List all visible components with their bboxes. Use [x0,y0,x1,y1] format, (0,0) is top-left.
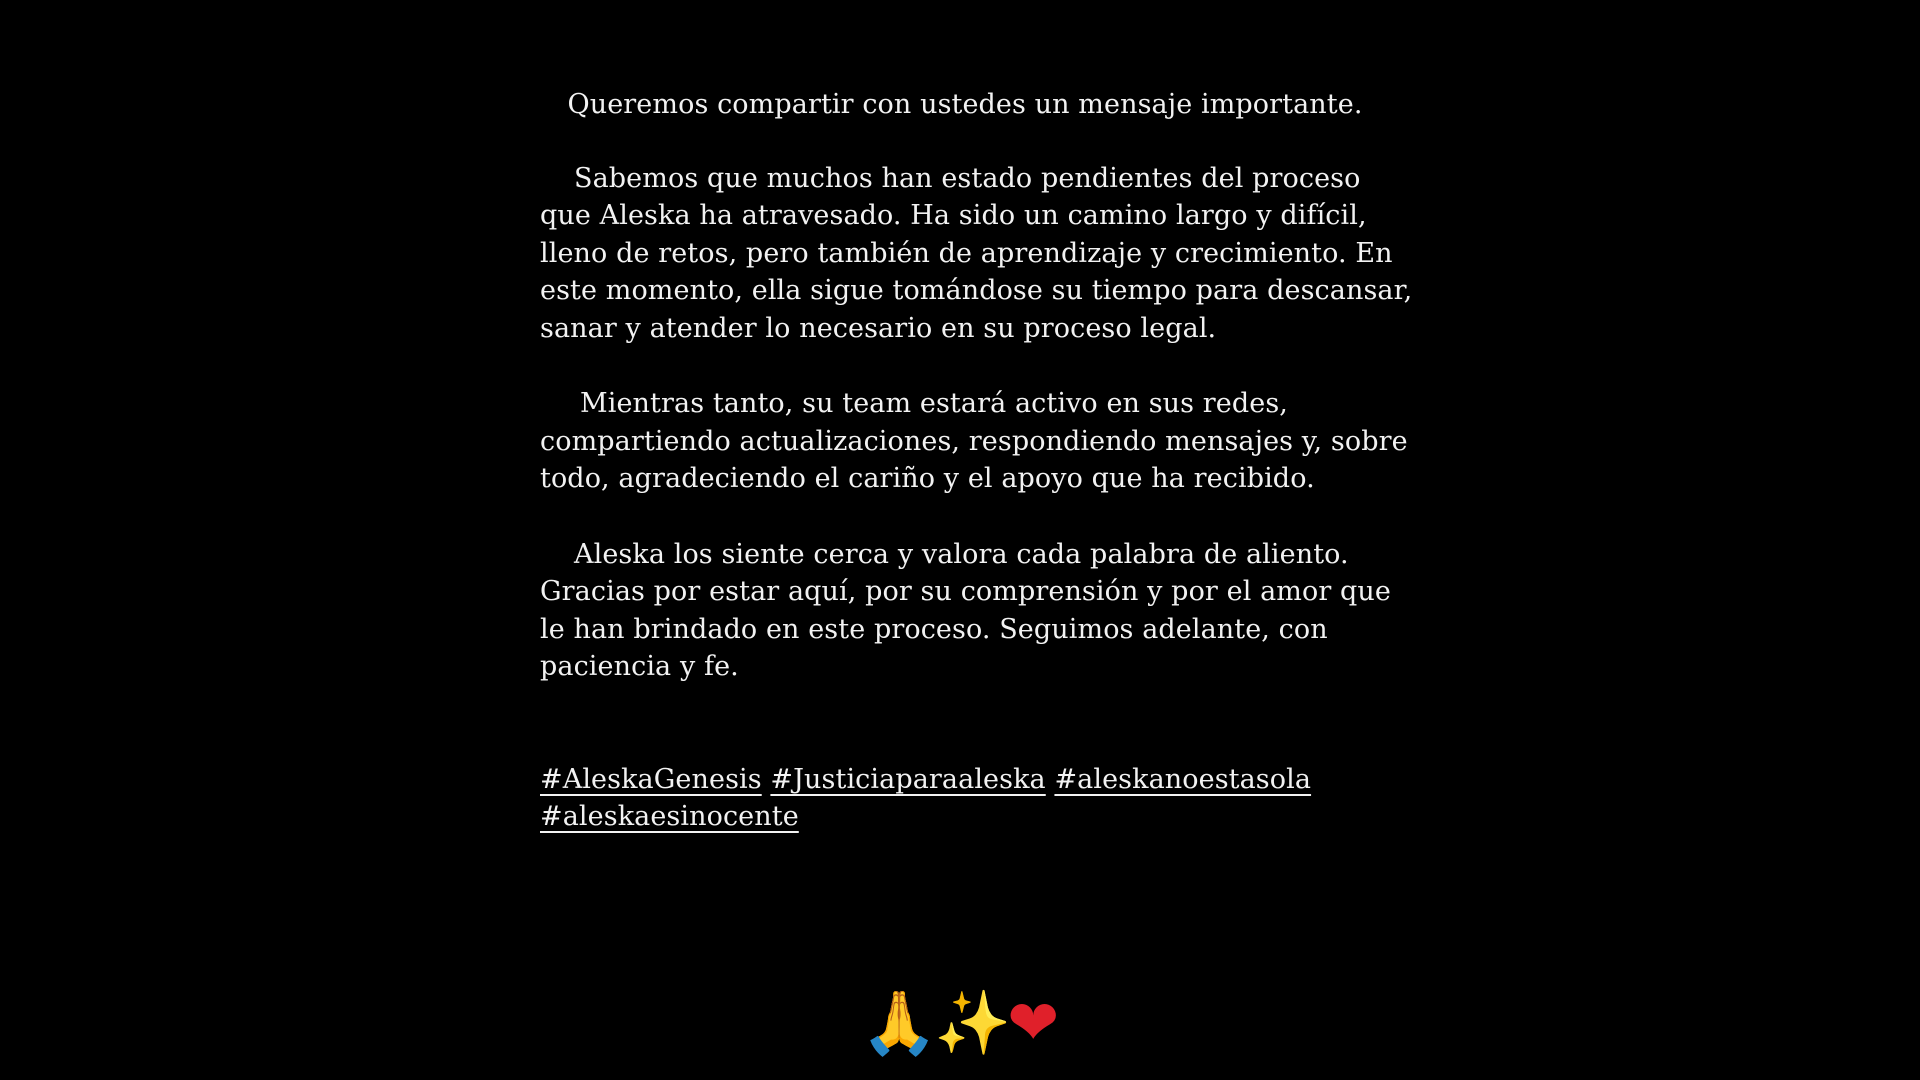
paragraph-text: Sabemos que muchos han estado pendientes del proceso que Aleska ha atravesado. Ha sido un camino largo y difícil, lleno de retos, pero también de aprendizaje y crecimiento. En este momento, ella sigue tomándose su tiempo para descansar, sanar y atender lo necesario en su proceso legal. [540,162,1413,344]
message-title: Queremos compartir con ustedes un mensaje importante. [567,89,1363,120]
praying-hands-icon: 🙏 [860,986,939,1059]
message-paragraph-1 [540,160,1420,348]
hashtag-justiciaparaaleska[interactable]: #Justiciaparaaleska [770,763,1046,795]
hashtag-list [540,761,1420,836]
heart-icon: ❤ [1007,986,1060,1059]
paragraph-text: Aleska los siente cerca y valora cada palabra de aliento. Gracias por estar aquí, por su comprensión y por el amor que le han brindado en este proceso. Seguimos adelante, con paciencia y fe. [540,538,1392,682]
message-paragraph-2 [540,385,1420,498]
sparkles-icon: ✨ [934,986,1012,1059]
hashtag-aleskanoestasola[interactable]: #aleskanoestasola [1054,763,1312,795]
hashtag-aleskagenesis[interactable]: #AleskaGenesis [540,763,762,795]
emoji-row [0,988,1920,1058]
message-paragraph-3 [540,536,1420,686]
hashtag-aleskaesinocente[interactable]: #aleskaesinocente [540,801,799,832]
paragraph-text: Mientras tanto, su team estará activo en sus redes, compartiendo actualizaciones, respondiendo mensajes y, sobre todo, agradeciendo el cariño y el apoyo que ha recibido. [540,388,1408,494]
story-text-block [540,86,1420,836]
